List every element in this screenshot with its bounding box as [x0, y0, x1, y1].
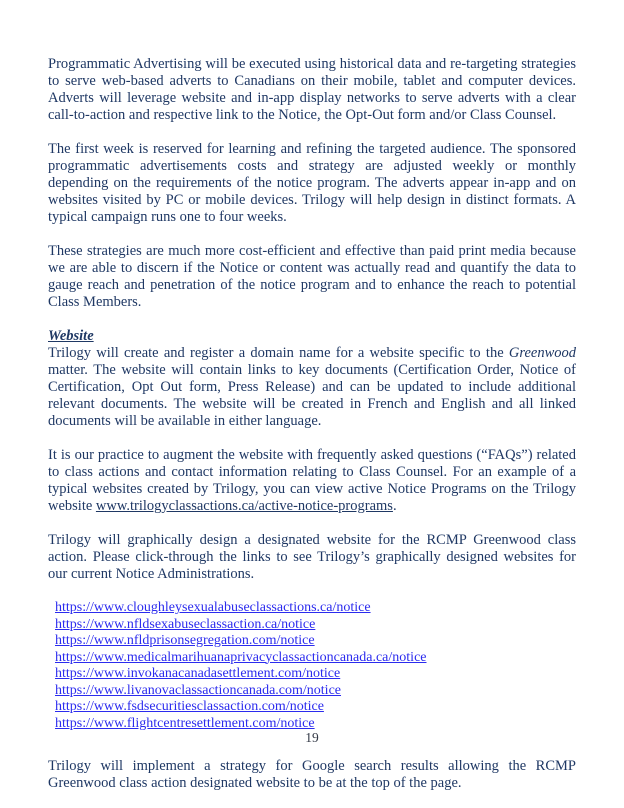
paragraph-programmatic-advertising: Programmatic Advertising will be executed using historical data and re-targeting strategies to serve web-based adverts to Canadians on their mobile, tablet and computer devices. Adverts will leverage website and in-app display networks to serve adverts with a clear call-to-action and respective link to the Notice, the Opt-Out form and/or Class Counsel. — [48, 56, 576, 123]
paragraph-faq-post-text: . — [392, 498, 397, 514]
paragraph-google-search-strategy: Trilogy will implement a strategy for Google search results allowing the RCMP Greenwood class action designated website to be at the top of the page. — [48, 758, 576, 791]
paragraph-domain-registration — [48, 345, 576, 430]
greenwood-matter-emphasis: Greenwood — [508, 345, 576, 361]
paragraph-first-week-learning: The first week is reserved for learning and refining the targeted audience. The sponsored programmatic advertisements costs and strategy are adjusted weekly or monthly depending on the requirements of the notice program. The adverts appear in-app and on websites visited by PC or mobile devices. Trilogy will help design in distinct formats. A typical campaign runs one to four weeks. — [48, 141, 576, 225]
notice-link-medicalmarihuana[interactable]: https://www.medicalmarihuanaprivacyclassactioncanada.ca/notice — [55, 649, 427, 665]
paragraph-domain-pre-text: Trilogy will create and register a domain name for a website specific to the — [48, 345, 509, 361]
trilogy-active-notice-programs-link[interactable]: www.trilogyclassactions.ca/active-notice-programs — [95, 498, 393, 514]
notice-link-nfldsexabuse[interactable]: https://www.nfldsexabuseclassaction.ca/notice — [55, 616, 316, 632]
notice-websites-link-list — [55, 600, 576, 732]
paragraph-faq-pre-text: It is our practice to augment the website with frequently asked questions (“FAQs”) related to class actions and contact information relating to Class Counsel. For an example of a typical websites created by Trilogy, you can view active Notice Programs on the Trilogy website — [48, 447, 576, 514]
website-section-heading: Website — [48, 328, 94, 344]
paragraph-domain-post-text: matter. The website will contain links to key documents (Certification Order, Notice of Certification, Opt Out form, Press Release) and can be updated to include additional relevant documents. The website will be created in French and English and all linked documents will be available in either language. — [48, 362, 576, 429]
notice-link-invokana[interactable]: https://www.invokanacanadasettlement.com/notice — [55, 666, 341, 681]
notice-link-livanova[interactable]: https://www.livanovaclassactioncanada.com/notice — [55, 682, 342, 698]
page-number: 19 — [305, 730, 319, 745]
notice-link-fsdsecurities[interactable]: https://www.fsdsecuritiesclassaction.com/notice — [55, 699, 324, 714]
notice-link-cloughley[interactable]: https://www.cloughleysexualabuseclassactions.ca/notice — [55, 600, 371, 615]
notice-link-flightcentre[interactable]: https://www.flightcentresettlement.com/notice — [55, 715, 315, 731]
paragraph-faq-practice — [48, 447, 576, 515]
notice-link-nfldprisonsegregation[interactable]: https://www.nfldprisonsegregation.com/notice — [55, 633, 315, 648]
paragraph-cost-efficiency: These strategies are much more cost-efficient and effective than paid print media because we are able to discern if the Notice or content was actually read and quantify the data to gauge reach and penetration of the notice program and to enhance the reach to potential Class Members. — [48, 243, 576, 310]
paragraph-designated-website: Trilogy will graphically design a designated website for the RCMP Greenwood class action. Please click-through the links to see Trilogy’s graphically designed websites for our current Notice Administrations. — [48, 532, 576, 582]
